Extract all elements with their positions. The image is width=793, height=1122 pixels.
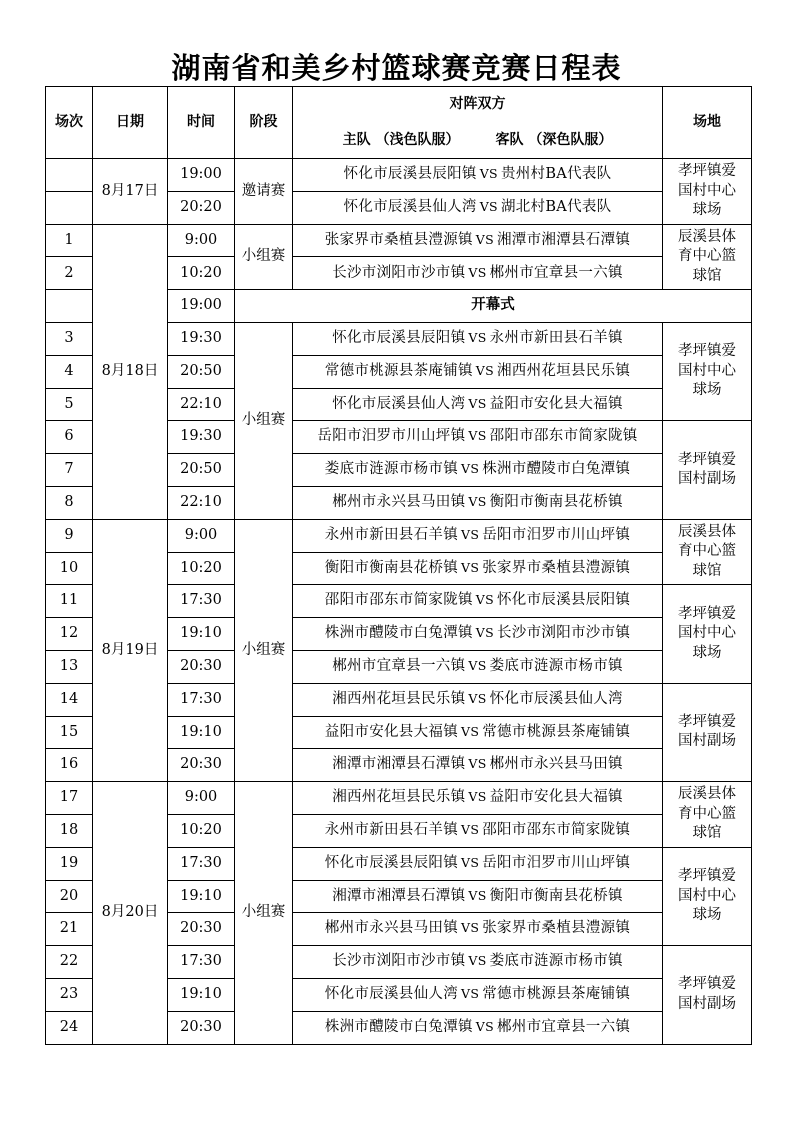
home-team: 怀化市辰溪县辰阳镇 [343,166,477,183]
match-time: 20:50 [168,355,235,388]
match-no: 24 [46,1011,93,1044]
away-team: 湘西州花垣县民乐镇 [497,362,631,379]
matchup-cell [293,552,663,585]
vs-label: VS [461,559,480,575]
match-no: 20 [46,880,93,913]
page-title: 湖南省和美乡村篮球赛竞赛日程表 [171,51,622,85]
match-no: 18 [46,814,93,847]
match-no [46,159,93,192]
matchup-cell [293,978,663,1011]
away-team: 郴州市永兴县马田镇 [489,756,623,773]
match-no: 16 [46,749,93,782]
matchup-cell [293,486,663,519]
vs-label: VS [468,658,487,674]
stage-cell: 邀请赛 [235,159,293,225]
matchup-cell [293,749,663,782]
vs-label: VS [468,789,487,805]
away-team: 怀化市辰溪县仙人湾 [489,690,623,707]
matchup-cell [293,880,663,913]
matchup-cell [293,519,663,552]
home-team: 常德市桃源县茶庵铺镇 [324,362,473,379]
header-no: 场次 [46,87,93,159]
match-no: 8 [46,486,93,519]
match-time: 20:30 [168,913,235,946]
vs-label: VS [475,362,494,378]
vs-label: VS [468,887,487,903]
match-no: 10 [46,552,93,585]
match-time: 19:00 [168,159,235,192]
match-time: 19:30 [168,322,235,355]
match-no: 13 [46,650,93,683]
away-team: 湘潭市湘潭县石潭镇 [497,231,631,248]
table-row [46,159,752,192]
away-team: 长沙市浏阳市沙市镇 [497,625,631,642]
venue-cell: 孝坪镇爱国村副场 [663,946,752,1044]
match-time: 20:30 [168,650,235,683]
venue-cell: 辰溪县体育中心篮球馆 [663,224,752,290]
matchup-cell [293,191,663,224]
home-team: 益阳市安化县大福镇 [324,723,458,740]
match-no: 11 [46,585,93,618]
home-team: 郴州市宜章县一六镇 [332,658,466,675]
match-time: 19:30 [168,421,235,454]
venue-cell: 辰溪县体育中心篮球馆 [663,782,752,848]
away-team: 益阳市安化县大福镇 [489,789,623,806]
away-team: 娄底市涟源市杨市镇 [489,658,623,675]
match-no: 3 [46,322,93,355]
table-row [46,519,752,552]
home-team: 岳阳市汨罗市川山坪镇 [317,428,466,445]
home-team: 怀化市辰溪县辰阳镇 [332,330,466,347]
match-time: 17:30 [168,946,235,979]
matchup-cell [293,257,663,290]
date-cell: 8月18日 [93,224,168,519]
away-team: 怀化市辰溪县辰阳镇 [497,592,631,609]
home-team: 永州市新田县石羊镇 [324,526,458,543]
vs-label: VS [475,625,494,641]
match-time: 19:10 [168,618,235,651]
matchup-cell [293,224,663,257]
match-no: 14 [46,683,93,716]
match-no [46,290,93,323]
match-time: 19:10 [168,716,235,749]
vs-label: VS [461,920,480,936]
matchup-cell [293,946,663,979]
vs-label: VS [468,690,487,706]
venue-cell: 孝坪镇爱国村中心球场 [663,585,752,683]
matchup-cell [293,716,663,749]
vs-label: VS [468,264,487,280]
match-time: 19:10 [168,880,235,913]
match-no: 17 [46,782,93,815]
vs-label: VS [479,198,498,214]
venue-cell: 孝坪镇爱国村中心球场 [663,322,752,420]
match-time: 22:10 [168,486,235,519]
matchup-cell [293,782,663,815]
header-date: 日期 [93,87,168,159]
match-time: 9:00 [168,782,235,815]
match-no: 2 [46,257,93,290]
vs-label: VS [479,166,498,182]
venue-cell: 孝坪镇爱国村副场 [663,421,752,519]
vs-label: VS [468,756,487,772]
home-team: 株洲市醴陵市白兔潭镇 [324,625,473,642]
header-home: 主队 （浅色队服） [342,131,460,148]
header-away: 客队 （深色队服） [495,131,613,148]
home-team: 湘西州花垣县民乐镇 [332,690,466,707]
stage-cell: 小组赛 [235,224,293,290]
match-no: 12 [46,618,93,651]
match-time: 20:50 [168,454,235,487]
home-team: 怀化市辰溪县仙人湾 [343,198,477,215]
away-team: 衡阳市衡南县花桥镇 [489,887,623,904]
vs-label: VS [461,854,480,870]
vs-label: VS [461,986,480,1002]
vs-label: VS [468,428,487,444]
home-team: 怀化市辰溪县辰阳镇 [324,854,458,871]
table-header [46,87,752,159]
matchup-cell [293,421,663,454]
home-team: 娄底市涟源市杨市镇 [324,461,458,478]
match-time: 10:20 [168,814,235,847]
vs-label: VS [461,526,480,542]
match-no: 9 [46,519,93,552]
away-team: 贵州村BA代表队 [500,166,612,183]
matchup-cell [293,618,663,651]
match-time: 10:20 [168,257,235,290]
home-team: 株洲市醴陵市白兔潭镇 [324,1018,473,1035]
away-team: 衡阳市衡南县花桥镇 [489,494,623,511]
vs-label: VS [461,822,480,838]
header-teams [293,122,663,159]
header-time: 时间 [168,87,235,159]
match-time: 22:10 [168,388,235,421]
home-team: 湘潭市湘潭县石潭镇 [332,756,466,773]
match-no: 23 [46,978,93,1011]
venue-cell: 孝坪镇爱国村中心球场 [663,847,752,945]
home-team: 衡阳市衡南县花桥镇 [324,559,458,576]
match-time: 17:30 [168,585,235,618]
date-cell: 8月19日 [93,519,168,781]
vs-label: VS [468,395,487,411]
vs-label: VS [475,1018,494,1034]
away-team: 张家界市桑植县澧源镇 [482,559,631,576]
stage-cell: 小组赛 [235,782,293,1044]
match-no: 4 [46,355,93,388]
home-team: 邵阳市邵东市简家陇镇 [324,592,473,609]
table-row [46,224,752,257]
home-team: 永州市新田县石羊镇 [324,822,458,839]
away-team: 岳阳市汨罗市川山坪镇 [482,526,631,543]
home-team: 长沙市浏阳市沙市镇 [332,264,466,281]
match-time: 10:20 [168,552,235,585]
home-team: 郴州市永兴县马田镇 [324,920,458,937]
match-no: 7 [46,454,93,487]
match-time: 9:00 [168,224,235,257]
matchup-cell [293,355,663,388]
home-team: 湘潭市湘潭县石潭镇 [332,887,466,904]
away-team: 邵阳市邵东市简家陇镇 [489,428,638,445]
matchup-cell [293,847,663,880]
away-team: 常德市桃源县茶庵铺镇 [482,723,631,740]
vs-label: VS [468,330,487,346]
away-team: 娄底市涟源市杨市镇 [489,953,623,970]
away-team: 永州市新田县石羊镇 [489,330,623,347]
date-cell: 8月20日 [93,782,168,1044]
vs-label: VS [475,592,494,608]
vs-label: VS [461,461,480,477]
vs-label: VS [475,231,494,247]
venue-cell: 孝坪镇爱国村副场 [663,683,752,781]
match-time: 20:30 [168,749,235,782]
match-no: 5 [46,388,93,421]
home-team: 郴州市永兴县马田镇 [332,494,466,511]
home-team: 怀化市辰溪县仙人湾 [324,986,458,1003]
match-no: 19 [46,847,93,880]
match-time: 17:30 [168,683,235,716]
match-no: 21 [46,913,93,946]
match-no: 1 [46,224,93,257]
vs-label: VS [461,723,480,739]
away-team: 益阳市安化县大福镇 [489,395,623,412]
home-team: 湘西州花垣县民乐镇 [332,789,466,806]
header-matchup: 对阵双方 [293,87,663,123]
header-venue: 场地 [663,87,752,159]
opening-ceremony: 开幕式 [235,290,752,323]
home-team: 长沙市浏阳市沙市镇 [332,953,466,970]
matchup-cell [293,322,663,355]
away-team: 株洲市醴陵市白兔潭镇 [482,461,631,478]
match-time: 19:00 [168,290,235,323]
matchup-cell [293,159,663,192]
matchup-cell [293,814,663,847]
stage-cell: 小组赛 [235,519,293,781]
match-time: 19:10 [168,978,235,1011]
stage-cell: 小组赛 [235,322,293,519]
matchup-cell [293,650,663,683]
match-time: 9:00 [168,519,235,552]
match-time: 17:30 [168,847,235,880]
home-team: 怀化市辰溪县仙人湾 [332,395,466,412]
vs-label: VS [468,494,487,510]
away-team: 郴州市宜章县一六镇 [497,1018,631,1035]
home-team: 张家界市桑植县澧源镇 [324,231,473,248]
matchup-cell [293,683,663,716]
header-stage: 阶段 [235,87,293,159]
match-time: 20:20 [168,191,235,224]
matchup-cell [293,388,663,421]
matchup-cell [293,913,663,946]
away-team: 郴州市宜章县一六镇 [489,264,623,281]
match-no [46,191,93,224]
venue-cell: 辰溪县体育中心篮球馆 [663,519,752,585]
venue-cell: 孝坪镇爱国村中心球场 [663,159,752,225]
matchup-cell [293,454,663,487]
away-team: 湖北村BA代表队 [500,198,612,215]
match-no: 15 [46,716,93,749]
date-cell: 8月17日 [93,159,168,225]
matchup-cell [293,1011,663,1044]
matchup-cell [293,585,663,618]
match-no: 22 [46,946,93,979]
table-row [46,782,752,815]
match-time: 20:30 [168,1011,235,1044]
vs-label: VS [468,953,487,969]
away-team: 邵阳市邵东市简家陇镇 [482,822,631,839]
away-team: 张家界市桑植县澧源镇 [482,920,631,937]
away-team: 岳阳市汨罗市川山坪镇 [482,854,631,871]
away-team: 常德市桃源县茶庵铺镇 [482,986,631,1003]
match-no: 6 [46,421,93,454]
schedule-table [45,86,752,1045]
